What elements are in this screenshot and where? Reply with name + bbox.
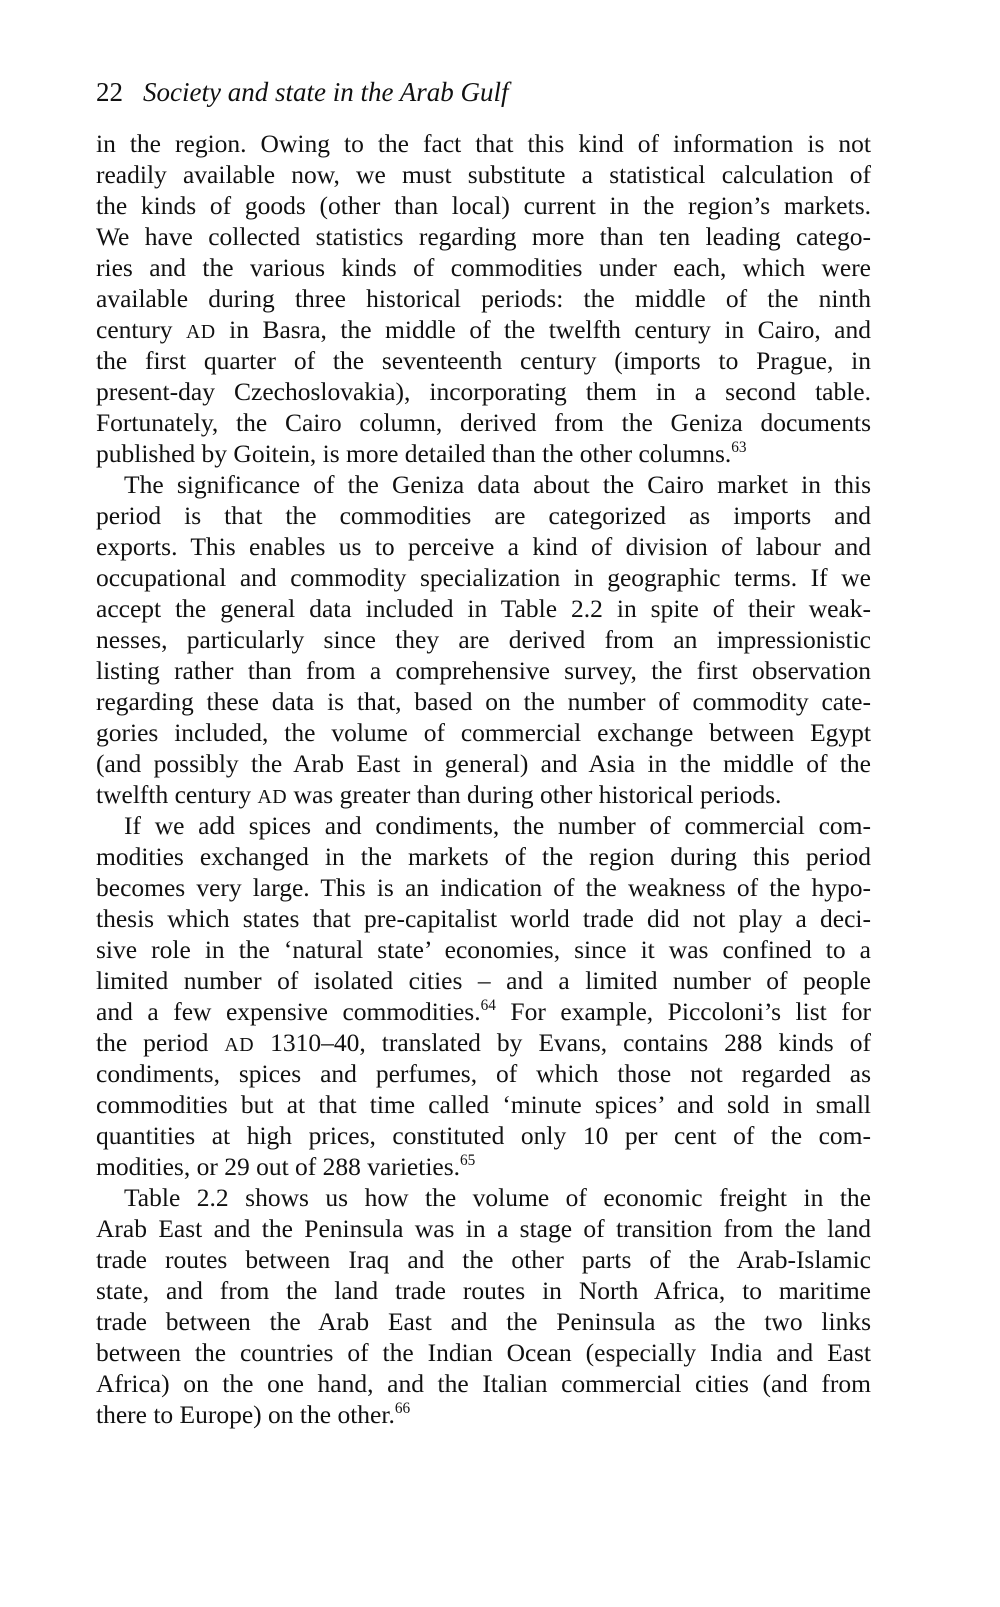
paragraph: [96, 810, 871, 1182]
text-line: (and possibly the Arab East in general) and Asia in the middle of the: [96, 749, 871, 778]
text-line: exports. This enables us to perceive a kind of division of labour and: [96, 532, 871, 561]
footnote-reference[interactable]: 64: [480, 997, 496, 1015]
running-title: Society and state in the Arab Gulf: [143, 77, 509, 107]
text-line: the kinds of goods (other than local) current in the region’s markets.: [96, 191, 871, 220]
paragraph: [96, 128, 871, 469]
text-line: gories included, the volume of commercial exchange between Egypt: [96, 718, 871, 747]
text-line: modities, or 29 out of 288 varieties.$^{65}$: [96, 1152, 476, 1181]
text-line: and a few expensive commodities.$^{64}$ For example, Piccoloni’s list for: [96, 997, 871, 1026]
era-abbreviation: AD: [185, 321, 216, 343]
text-line: regarding these data is that, based on the number of commodity cate-: [96, 687, 871, 716]
text-line: the first quarter of the seventeenth century (imports to Prague, in: [96, 346, 871, 375]
page-number: 22: [96, 77, 123, 107]
text-line: listing rather than from a comprehensive survey, the first observation: [96, 656, 871, 685]
paragraph: [96, 469, 871, 810]
era-abbreviation: AD: [257, 786, 288, 808]
text-line: the period AD 1310–40, translated by Evans, contains 288 kinds of: [96, 1028, 871, 1057]
text-line: The significance of the Geniza data about the Cairo market in this: [124, 470, 871, 499]
text-line: thesis which states that pre-capitalist world trade did not play a deci-: [96, 904, 871, 933]
text-line: trade between the Arab East and the Peninsula as the two links: [96, 1307, 871, 1336]
text-line: limited number of isolated cities – and a limited number of people: [96, 966, 871, 995]
text-line: sive role in the ‘natural state’ economies, since it was confined to a: [96, 935, 871, 964]
text-line: century AD in Basra, the middle of the twelfth century in Cairo, and: [96, 315, 871, 344]
text-line: present-day Czechoslovakia), incorporating them in a second table.: [96, 377, 871, 406]
text-line: available during three historical periods: the middle of the ninth: [96, 284, 871, 313]
footnote-reference[interactable]: 65: [460, 1152, 476, 1170]
body-text: [96, 128, 871, 1430]
text-line: Arab East and the Peninsula was in a stage of transition from the land: [96, 1214, 871, 1243]
text-line: there to Europe) on the other.$^{66}$: [96, 1400, 411, 1429]
text-line: Fortunately, the Cairo column, derived from the Geniza documents: [96, 408, 871, 437]
text-line: condiments, spices and perfumes, of which those not regarded as: [96, 1059, 871, 1088]
running-head: [96, 76, 508, 108]
text-line: readily available now, we must substitute a statistical calculation of: [96, 160, 871, 189]
paragraph: [96, 1182, 871, 1430]
text-line: If we add spices and condiments, the number of commercial com-: [124, 811, 871, 840]
text-line: trade routes between Iraq and the other parts of the Arab-Islamic: [96, 1245, 871, 1274]
text-line: ries and the various kinds of commodities under each, which were: [96, 253, 871, 282]
text-line: between the countries of the Indian Ocean (especially India and East: [96, 1338, 871, 1367]
footnote-reference[interactable]: 63: [731, 439, 747, 457]
text-line: modities exchanged in the markets of the region during this period: [96, 842, 871, 871]
era-abbreviation: AD: [224, 1034, 255, 1056]
text-line: quantities at high prices, constituted only 10 per cent of the com-: [96, 1121, 871, 1150]
text-line: period is that the commodities are categorized as imports and: [96, 501, 871, 530]
text-line: nesses, particularly since they are derived from an impressionistic: [96, 625, 871, 654]
text-line: We have collected statistics regarding more than ten leading catego-: [96, 222, 871, 251]
text-line: occupational and commodity specialization in geographic terms. If we: [96, 563, 871, 592]
text-line: Africa) on the one hand, and the Italian commercial cities (and from: [96, 1369, 871, 1398]
text-line: accept the general data included in Table 2.2 in spite of their weak-: [96, 594, 871, 623]
footnote-reference[interactable]: 66: [394, 1400, 411, 1418]
text-line: in the region. Owing to the fact that this kind of information is not: [96, 129, 871, 158]
text-line: commodities but at that time called ‘minute spices’ and sold in small: [96, 1090, 871, 1119]
text-line: becomes very large. This is an indication of the weakness of the hypo-: [96, 873, 871, 902]
text-line: published by Goitein, is more detailed than the other columns.$^{63}$: [96, 439, 747, 468]
text-line: state, and from the land trade routes in North Africa, to maritime: [96, 1276, 871, 1305]
text-line: twelfth century AD was greater than during other historical periods.: [96, 780, 782, 809]
text-line: Table 2.2 shows us how the volume of economic freight in the: [124, 1183, 871, 1212]
